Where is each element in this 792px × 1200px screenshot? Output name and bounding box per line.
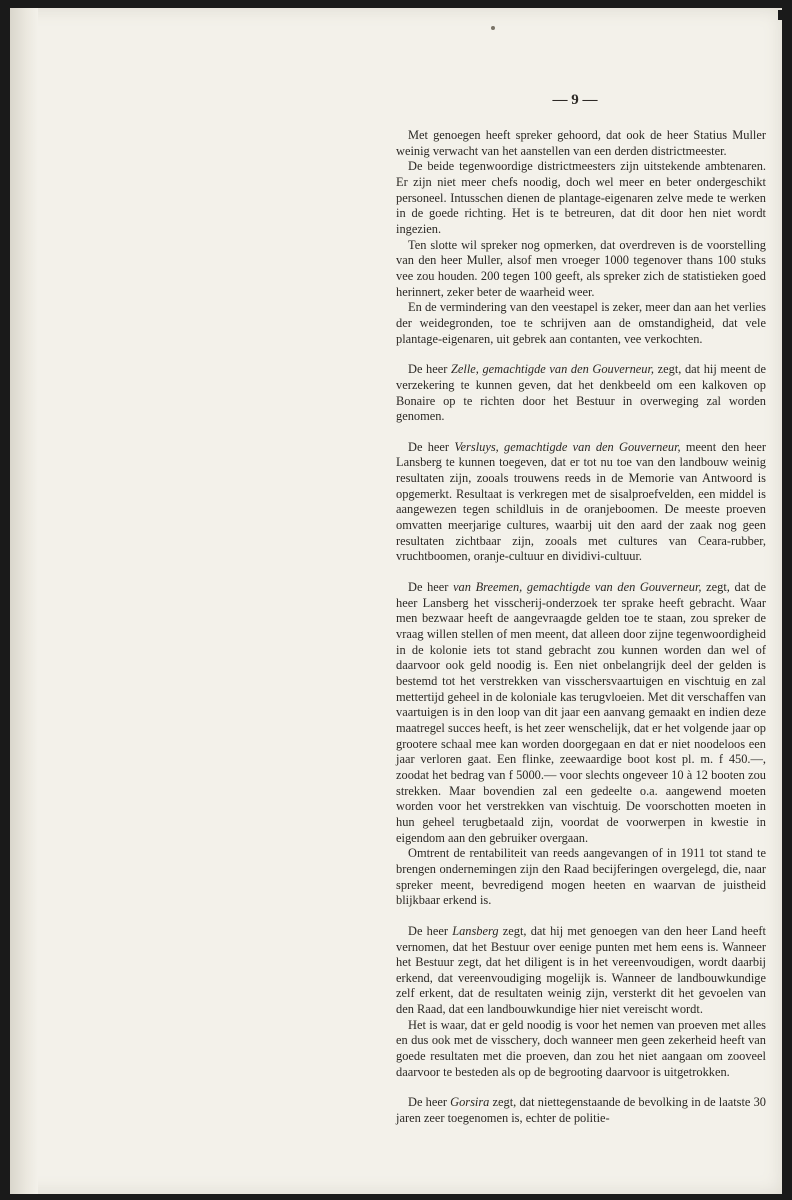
paragraph: [396, 440, 766, 565]
speaker-name: Zelle, gemachtigde van den Gouverneur,: [451, 362, 655, 377]
paragraph-lead: De heer: [408, 580, 454, 595]
scan-speck: [491, 26, 495, 30]
paragraph-text: Met genoegen heeft spreker gehoord, dat ook de heer Statius Muller weinig verwacht van het aanstellen van een derden districtmeester.: [396, 128, 766, 158]
paragraph: [396, 1018, 766, 1081]
paragraph-text: Omtrent de rentabiliteit van reeds aangevangen of in 1911 tot stand te brengen ondernemingen zijn den Raad becijferingen overgelegd, die, naar spreker meent, bevredigend mogen heeten en waarvan de juistheid blijkbaar erkend is.: [396, 846, 766, 908]
paragraph-text: zegt, dat hij met genoegen van den heer Land heeft vernomen, dat het Bestuur over eenige punten met hem eens is. Wanneer het Bestuur zegt, dat het diligent is in het vereenvoudigen, wordt daarbij erkend, dat vereenvoudiging mogelijk is. Wanneer de landbouwkundige zelf erkent, dat de resultaten weinig zijn, versterkt dit het gevoelen van den Raad, dat een landbouwkundige hier niet vereischt wordt.: [396, 923, 767, 1017]
speaker-name: Lansberg: [452, 923, 499, 938]
paragraph: [396, 846, 766, 909]
paragraph: [396, 128, 766, 159]
page-number: — 9 —: [552, 92, 598, 108]
paragraph-text: En de vermindering van den veestapel is zeker, meer dan aan het verlies der weidegronden, toe te schrijven aan de omstandigheid, dat vele plantage-eigenaren, uit gebrek aan contanten, vee verkochten.: [396, 300, 766, 346]
paragraph-text: zegt, dat niettegenstaande de bevolking in de laatste 30 jaren zeer toegenomen is, echter de politie-: [396, 1095, 766, 1126]
paragraph: [396, 924, 766, 1018]
paragraph: [396, 580, 766, 846]
speaker-name: van Breemen, gemachtigde van den Gouverneur,: [453, 580, 702, 595]
paragraph: [396, 362, 766, 425]
speaker-name: Versluys, gemachtigde van den Gouverneur,: [454, 439, 681, 454]
paragraph-lead: De heer: [408, 362, 451, 377]
text-column: [396, 128, 766, 1127]
paragraph-text: Ten slotte wil spreker nog opmerken, dat overdreven is de voorstelling van den heer Muller, alsof men vroeger 1000 tegenover thans 100 stuks vee zou houden. 200 tegen 100 geeft, als spreker zich de statistieken goed herinnert, zeker beter de waarheid weer.: [396, 237, 766, 299]
page-binding-shadow: [10, 8, 38, 1194]
paragraph-text: zegt, dat hij meent de verzekering te kunnen geven, dat het denkbeeld om een kalkoven op Bonaire op te richten door het Bestuur in overweging zal worden genomen.: [396, 362, 766, 424]
paragraph-text: meent den heer Lansberg te kunnen toegeven, dat er tot nu toe van den landbouw weinig resultaten zijn, zooals trouwens reeds in de Memorie van Antwoord is opgemerkt. Resultaat is verkregen met de sisalproefvelden, een middel is aangewezen tegen schildluis in de oranjeboomen. De meeste proeven omvatten meerjarige cultures, waarbij uit den aard der zaak nog geen resultaten zichtbaar zijn, zooals met cultures van Ceara-rubber, vruchtboomen, oranje-cultuur en dividivi-cultuur.: [396, 439, 766, 564]
scanned-page: [10, 8, 782, 1194]
paragraph-text: zegt, dat de heer Lansberg het visscherij-onderzoek ter sprake heeft gebracht. Waar men bezwaar heeft de aangevraagde gelden toe te staan, zou spreker de vraag willen stellen of men meent, dat alleen door zijne tegenwoordigheid in de kolonie iets tot stand gebracht zou kunnen worden dan wel of daarvoor ook geld noodig is. Een niet onbelangrijk deel der gelden is bestemd tot het verstrekken van visschersvaartuigen en vischtuig en zal mettertijd geheel in de koloniale kas terugvloeien. Met dit verschaffen van vaartuigen is in den loop van dit jaar een aanvang gemaakt en indien deze maatregel succes heeft, is het zeer wenschelijk, dat er het volgende jaar op grootere schaal mee kan worden doorgegaan en dat er niet noodeloos een jaar verloren gaat. Een flinke, zeewaardige boot kost pl. m. f 450.—, zoodat het bedrag van f 5000.— voor slechts ongeveer 10 à 12 booten zou strekken. Maar bovendien zal een gedeelte o.a. aangewend moeten worden voor het verstrekken van vischtuig. De voorschotten moeten in hun geheel terugbetaald zijn, voordat de voorwerpen in kwestie in eigendom aan den gebruiker overgaan.: [396, 580, 767, 845]
speaker-name: Gorsira: [450, 1095, 490, 1110]
paragraph-lead: De heer: [408, 923, 453, 938]
paragraph-lead: De heer: [408, 439, 455, 454]
paragraph: [396, 300, 766, 347]
paragraph-text: De beide tegenwoordige districtmeesters zijn uitstekende ambtenaren. Er zijn niet meer chefs noodig, doch wel meer en beter ondergeschikt personeel. Intusschen dienen de plantage-eigenaren zelve mede te werken in de goede richting. Het is te betreuren, dat dit door hen niet wordt ingezien.: [396, 159, 766, 236]
paragraph-text: Het is waar, dat er geld noodig is voor het nemen van proeven met alles en dus ook met de visschery, doch wanneer men geen zekerheid heeft van goede resultaten met die proeven, dan zou het niet aangaan om zooveel daarvoor te besteden als op de begrooting daarvoor is uitgetrokken.: [396, 1017, 766, 1079]
paragraph: [396, 159, 766, 237]
page-edge-notch: [778, 10, 784, 20]
paragraph: [396, 1095, 766, 1126]
paragraph-lead: De heer: [408, 1095, 451, 1110]
paragraph: [396, 238, 766, 301]
